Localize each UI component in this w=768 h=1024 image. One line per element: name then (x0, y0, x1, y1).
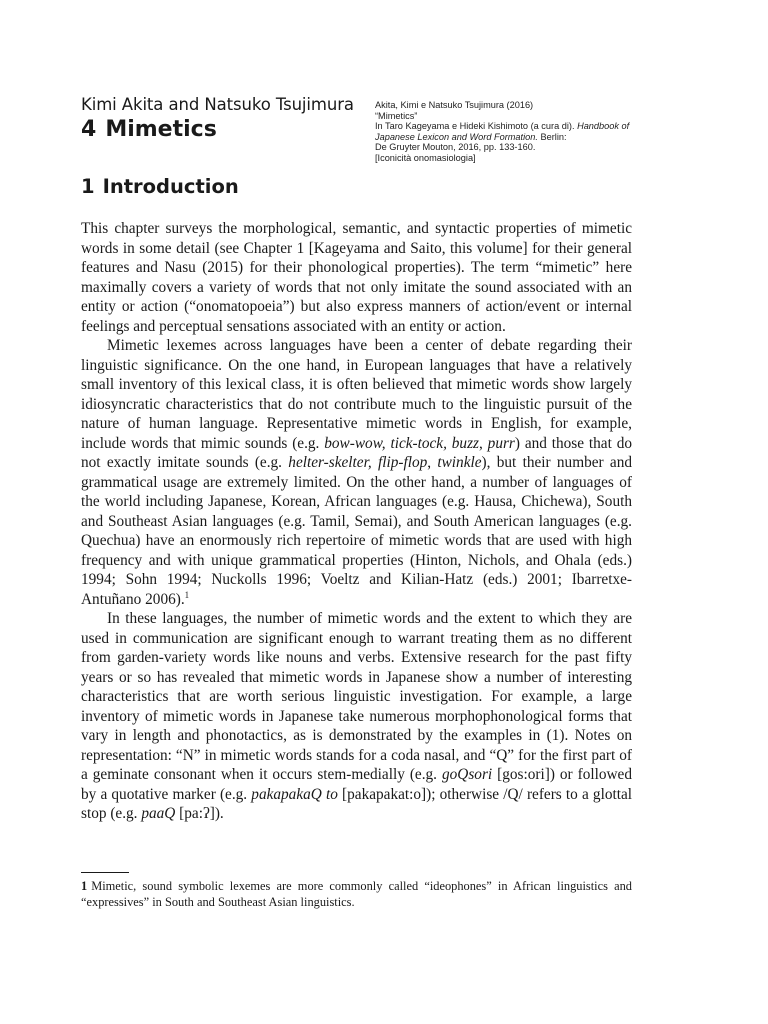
footnote-text: Mimetic, sound symbolic lexemes are more commonly called “ideophones” in African linguistics and “expressives” in South and Southeast Asian linguistics. (81, 879, 632, 909)
footnote-reference[interactable]: 1 (184, 589, 190, 600)
paragraph-text: In these languages, the number of mimetic words and the extent to which they are used in communication are significant enough to warrant treating them as no different from garden-variety words like nouns and verbs. Extensive research for the past fifty years or so has revealed that mimetic words in Japanese show a number of interesting characteristics that are worth serious linguistic investigation. For example, a large inventory of mimetic words in Japanese take numerous morphophonological forms that vary in length and phonotactics, as is demonstrated by the examples in (1). Notes on representation: “N” in mimetic words stands for a coda nasal, and “Q” for the first part of a geminate consonant when it occurs stem-medially (e.g. (81, 610, 632, 783)
paragraph-text: , (427, 454, 438, 471)
chapter-title-text: Mimetics (105, 117, 217, 142)
paragraph-text: , (478, 434, 488, 452)
footnote-number: 1 (81, 879, 88, 893)
citation-line: De Gruyter Mouton, 2016, pp. 133-160. (375, 142, 536, 153)
example-words: pakapakaQ to (251, 785, 338, 803)
citation-line (375, 132, 655, 143)
paragraph-2 (81, 336, 632, 609)
paragraph-text: Mimetic lexemes across languages have been a center of debate regarding their linguistic significance. On the one hand, in European languages that have a relatively small inventory of this lexical class, it is often believed that mimetic words show largely idiosyncratic characteristics that do not contribute much to the linguistic pursuit of the nature of human language. Representative mimetic words in English, for example, include words that mimic sounds (e.g. (81, 337, 632, 452)
paragraph-text: [pakapakat:o]); otherwise /Q/ refers to a glottal stop (e.g. (81, 785, 633, 822)
section-title: Introduction (102, 175, 239, 198)
example-words: bow-wow, tick-tock, buzz (324, 434, 479, 452)
example-words: helter-skelter, flip-flop (288, 454, 428, 471)
body-text (81, 219, 632, 824)
chapter-number: 4 (81, 117, 97, 142)
citation-line: “Mimetics” (375, 110, 418, 121)
example-words: twinkle (437, 454, 482, 471)
chapter-title (81, 117, 217, 142)
citation-text: Berlin: (537, 131, 567, 142)
citation-line (375, 121, 655, 132)
paragraph-text: ) and those that do not exactly imitate sounds (e.g. (81, 434, 632, 471)
citation-book-title: Japanese Lexicon and Word Formation. (375, 131, 538, 142)
citation-book-title: Handbook of (577, 121, 630, 132)
example-words: purr (487, 434, 515, 452)
example-words: paaQ (141, 805, 176, 822)
paragraph-text: [pa:ʔ]). (175, 805, 224, 822)
section-number: 1 (81, 175, 95, 198)
paragraph-text: ), but their number and grammatical usage are extremely limited. On the other hand, a number of languages of the world including Japanese, Korean, African languages (e.g. Hausa, Chichewa), South and Southeast Asian languages (e.g. Tamil, Semai), and South American languages (e.g. Quechua) have an enormously rich repertoire of mimetic words that are used with high frequency and with unique grammatical properties (Hinton, Nichols, and Ohala (eds.) 1994; Sohn 1994; Nuckolls 1996; Voeltz and Kilian-Hatz (eds.) 2001; Ibarretxe-Antuñano 2006). (81, 454, 632, 608)
chapter-authors: Kimi Akita and Natsuko Tsujimura (81, 95, 354, 114)
paragraph-3 (81, 609, 632, 824)
citation-line: [Iconicità onomasiologia] (375, 152, 476, 163)
citation-note (375, 100, 655, 164)
citation-line: Akita, Kimi e Natsuko Tsujimura (2016) (375, 100, 534, 110)
paragraph-text: [gos:ori]) or followed by a quotative marker (e.g. (81, 766, 632, 803)
example-words: goQsori (442, 766, 493, 783)
section-heading (81, 175, 239, 198)
paragraph-1: This chapter surveys the morphological, semantic, and syntactic properties of mimetic words in some detail (see Chapter 1 [Kageyama and Saito, this volume] for their general features and Nasu (2015) for their phonological properties). The term “mimetic” here maximally covers a variety of words that not only imitate the sound associated with an entity or action (“onomatopoeia”) but also express manners of action/event or internal feelings and perceptual sensations associated with an entity or action. (81, 220, 632, 335)
citation-text: In Taro Kageyama e Hideki Kishimoto (a cura di). (375, 121, 578, 132)
footnote-divider (81, 872, 129, 873)
footnote (81, 878, 632, 910)
